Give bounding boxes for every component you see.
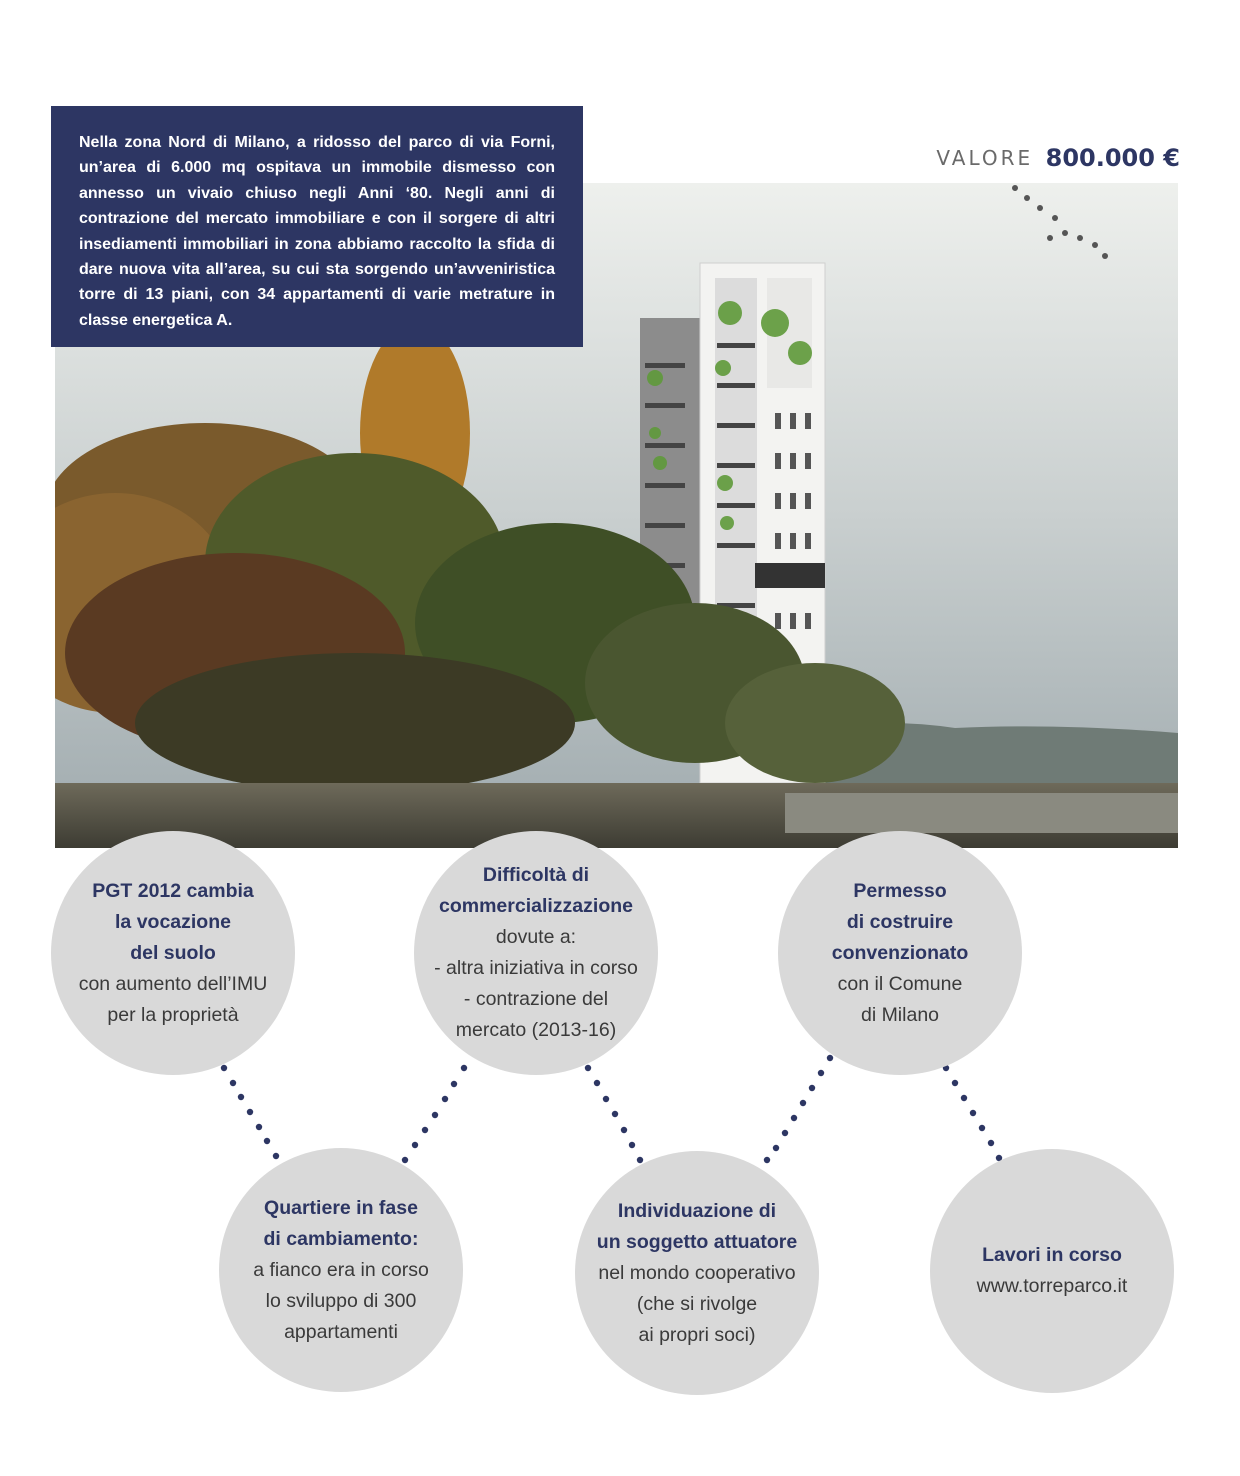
intro-text: Nella zona Nord di Milano, a ridosso del parco di via Forni, un’area di 6.000 mq ospitava un immobile dismesso con annesso un vivaio chiuso negli Anni ‘80. Negli anni di contrazione del mercato immobiliare e con il sorgere di altri insediamenti immobiliari in zona abbiamo raccolto la sfida di dare nuova vita all’area, su cui sta sorgendo un’avveniristica torre di 13 piani, con 34 appartamenti di varie metrature in classe energetica A. [79, 134, 555, 329]
step-title-line: Permesso [853, 879, 947, 902]
step-text-line: (che si rivolge [636, 1292, 758, 1315]
step-title-line: commercializzazione [439, 895, 633, 917]
step-title-line: di cambiamento: [263, 1227, 419, 1250]
step-text-line: ai propri soci) [638, 1323, 756, 1346]
step-text-line: lo sviluppo di 300 [265, 1289, 417, 1312]
step-title-line: convenzionato [831, 941, 969, 964]
step-title-line: Lavori in corso [982, 1244, 1122, 1266]
step-text-line: nel mondo cooperativo [598, 1261, 796, 1284]
step-circle-difficolta [414, 831, 658, 1075]
step-title-line: Individuazione di [617, 1199, 777, 1222]
step-text-line: - altra iniziativa in corso [434, 957, 638, 979]
step-text-line: appartamenti [284, 1320, 398, 1343]
step-title-line: la vocazione [115, 910, 231, 933]
website-link[interactable]: www.torreparco.it [976, 1275, 1128, 1297]
step-text-line: mercato (2013-16) [455, 1019, 617, 1041]
step-title-line: del suolo [130, 941, 216, 964]
step-title-line: un soggetto attuatore [596, 1230, 798, 1253]
step-text-line: di Milano [860, 1003, 940, 1026]
step-circle-individuazione [575, 1151, 819, 1395]
valore-label: VALORE [936, 146, 1034, 170]
step-circle-permesso [778, 831, 1022, 1075]
step-text-line: per la proprietà [107, 1003, 239, 1026]
step-text-line: con il Comune [837, 972, 963, 995]
step-title-line: PGT 2012 cambia [92, 879, 254, 902]
step-title-line: di costruire [846, 910, 954, 933]
step-circle-quartiere [219, 1148, 463, 1392]
step-text-line: con aumento dell’IMU [78, 972, 268, 995]
step-text-line: a fianco era in corso [253, 1258, 429, 1281]
step-circle-lavori [930, 1149, 1174, 1393]
step-text-line: - contrazione del [463, 988, 609, 1010]
step-text-line: dovute a: [495, 926, 577, 948]
step-title-line: Quartiere in fase [264, 1196, 418, 1219]
valore-amount: 800.000 € [1045, 144, 1180, 172]
step-circle-pgt [51, 831, 295, 1075]
step-title-line: Difficoltà di [482, 864, 590, 886]
